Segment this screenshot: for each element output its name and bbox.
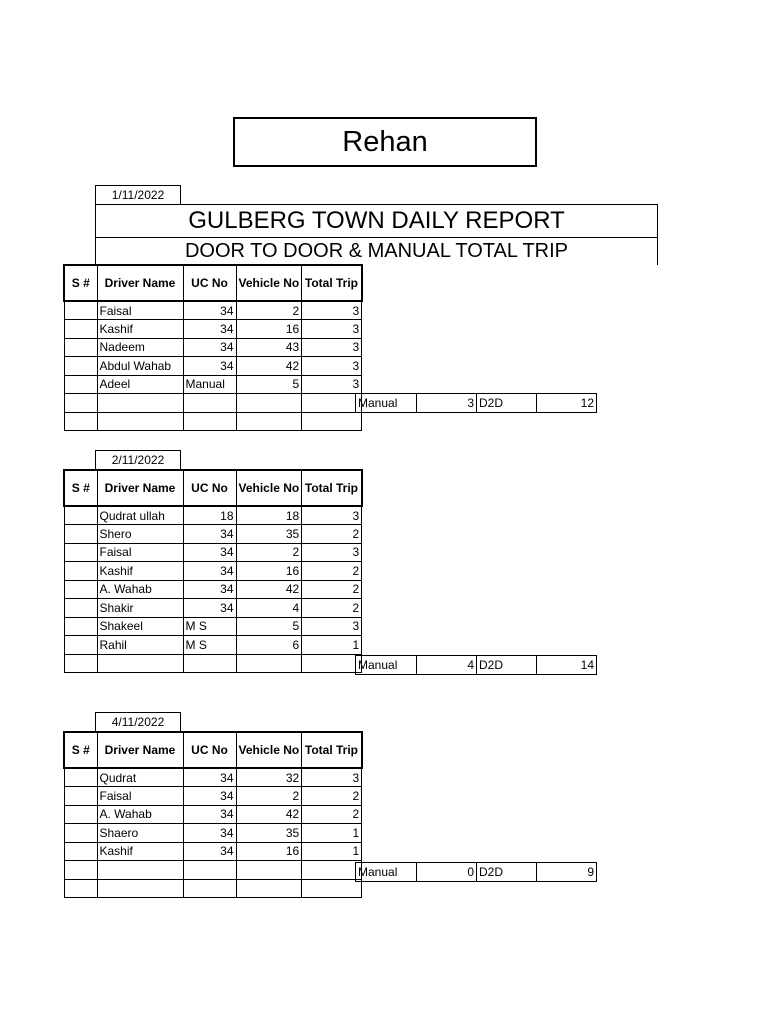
cell-sno xyxy=(64,805,97,824)
cell-driver-name: Qudrat ullah xyxy=(97,506,183,525)
col-header-total-trip: Total Trip xyxy=(302,265,362,301)
manual-value: 3 xyxy=(417,394,477,413)
cell-driver-name: Kashif xyxy=(97,562,183,581)
cell-driver-name: Faisal xyxy=(97,301,183,320)
table-row xyxy=(64,636,362,655)
cell-vehicle-no: 32 xyxy=(236,768,302,787)
cell-driver-name: Qudrat xyxy=(97,768,183,787)
table-row-empty xyxy=(64,861,362,880)
summary-row xyxy=(356,863,597,882)
cell-uc-no: M S xyxy=(183,636,236,655)
empty-cell xyxy=(236,861,302,880)
table-row xyxy=(64,842,362,861)
cell-vehicle-no: 42 xyxy=(236,580,302,599)
cell-sno xyxy=(64,580,97,599)
cell-sno xyxy=(64,617,97,636)
cell-total-trip: 3 xyxy=(302,338,362,357)
d2d-label: D2D xyxy=(477,394,537,413)
summary-row xyxy=(356,394,597,413)
report-name: Rehan xyxy=(233,117,537,167)
col-header-vehicle-no: Vehicle No xyxy=(236,470,302,506)
d2d-value: 9 xyxy=(537,863,597,882)
summary-row xyxy=(356,656,597,675)
empty-cell xyxy=(302,861,362,880)
trip-table xyxy=(63,264,363,431)
cell-total-trip: 3 xyxy=(302,543,362,562)
col-header-total-trip: Total Trip xyxy=(302,732,362,768)
cell-driver-name: Kashif xyxy=(97,320,183,339)
cell-driver-name: Adeel xyxy=(97,375,183,394)
cell-total-trip: 1 xyxy=(302,824,362,843)
trip-table xyxy=(63,731,363,898)
empty-cell xyxy=(97,861,183,880)
table-row xyxy=(64,768,362,787)
trip-summary xyxy=(355,655,597,675)
cell-uc-no: 34 xyxy=(183,525,236,544)
cell-vehicle-no: 5 xyxy=(236,375,302,394)
cell-uc-no: Manual xyxy=(183,375,236,394)
cell-total-trip: 3 xyxy=(302,320,362,339)
cell-uc-no: 34 xyxy=(183,768,236,787)
empty-cell xyxy=(183,412,236,431)
col-header-uc-no: UC No xyxy=(183,732,236,768)
cell-vehicle-no: 2 xyxy=(236,301,302,320)
col-header-vehicle-no: Vehicle No xyxy=(236,732,302,768)
empty-cell xyxy=(183,394,236,413)
empty-cell xyxy=(236,654,302,673)
empty-cell xyxy=(64,861,97,880)
table-row xyxy=(64,617,362,636)
table-row xyxy=(64,506,362,525)
cell-total-trip: 1 xyxy=(302,636,362,655)
table-row xyxy=(64,320,362,339)
col-header-driver-name: Driver Name xyxy=(97,732,183,768)
empty-cell xyxy=(302,394,362,413)
cell-driver-name: Shero xyxy=(97,525,183,544)
header-row xyxy=(64,265,362,301)
manual-label: Manual xyxy=(356,394,417,413)
cell-uc-no: 34 xyxy=(183,562,236,581)
col-header-sno: S # xyxy=(64,265,97,301)
cell-sno xyxy=(64,824,97,843)
cell-uc-no: 18 xyxy=(183,506,236,525)
cell-uc-no: 34 xyxy=(183,580,236,599)
cell-vehicle-no: 4 xyxy=(236,599,302,618)
cell-uc-no: 34 xyxy=(183,301,236,320)
empty-cell xyxy=(183,861,236,880)
cell-total-trip: 2 xyxy=(302,805,362,824)
cell-driver-name: Faisal xyxy=(97,787,183,806)
table-row-empty xyxy=(64,412,362,431)
table-row xyxy=(64,805,362,824)
cell-uc-no: 34 xyxy=(183,320,236,339)
cell-total-trip: 3 xyxy=(302,301,362,320)
empty-cell xyxy=(183,879,236,898)
cell-driver-name: Rahil xyxy=(97,636,183,655)
cell-total-trip: 3 xyxy=(302,617,362,636)
cell-total-trip: 3 xyxy=(302,357,362,376)
report-title: GULBERG TOWN DAILY REPORT xyxy=(95,204,658,238)
table-row-empty xyxy=(64,879,362,898)
cell-sno xyxy=(64,842,97,861)
cell-total-trip: 1 xyxy=(302,842,362,861)
cell-uc-no: M S xyxy=(183,617,236,636)
manual-label: Manual xyxy=(356,656,417,675)
cell-total-trip: 3 xyxy=(302,375,362,394)
cell-sno xyxy=(64,636,97,655)
empty-cell xyxy=(97,412,183,431)
d2d-label: D2D xyxy=(477,863,537,882)
cell-driver-name: Shakir xyxy=(97,599,183,618)
cell-vehicle-no: 18 xyxy=(236,506,302,525)
cell-sno xyxy=(64,543,97,562)
empty-cell xyxy=(302,879,362,898)
empty-cell xyxy=(64,654,97,673)
cell-sno xyxy=(64,506,97,525)
trip-table xyxy=(63,469,363,673)
table-row xyxy=(64,301,362,320)
section-date: 2/11/2022 xyxy=(95,450,181,469)
d2d-label: D2D xyxy=(477,656,537,675)
cell-sno xyxy=(64,320,97,339)
cell-vehicle-no: 42 xyxy=(236,805,302,824)
header-row xyxy=(64,470,362,506)
empty-cell xyxy=(97,654,183,673)
section-date: 4/11/2022 xyxy=(95,712,181,731)
table-row xyxy=(64,357,362,376)
cell-vehicle-no: 35 xyxy=(236,824,302,843)
empty-cell xyxy=(97,394,183,413)
cell-driver-name: Shakeel xyxy=(97,617,183,636)
cell-sno xyxy=(64,768,97,787)
cell-driver-name: A. Wahab xyxy=(97,580,183,599)
cell-vehicle-no: 2 xyxy=(236,543,302,562)
cell-uc-no: 34 xyxy=(183,543,236,562)
empty-cell xyxy=(64,879,97,898)
empty-cell xyxy=(64,412,97,431)
cell-uc-no: 34 xyxy=(183,787,236,806)
empty-cell xyxy=(183,654,236,673)
cell-uc-no: 34 xyxy=(183,357,236,376)
cell-sno xyxy=(64,375,97,394)
cell-total-trip: 3 xyxy=(302,506,362,525)
cell-total-trip: 3 xyxy=(302,768,362,787)
cell-sno xyxy=(64,525,97,544)
empty-cell xyxy=(97,879,183,898)
cell-driver-name: Kashif xyxy=(97,842,183,861)
cell-driver-name: Faisal xyxy=(97,543,183,562)
cell-sno xyxy=(64,599,97,618)
d2d-value: 12 xyxy=(537,394,597,413)
cell-total-trip: 2 xyxy=(302,580,362,599)
col-header-driver-name: Driver Name xyxy=(97,265,183,301)
table-row xyxy=(64,599,362,618)
col-header-driver-name: Driver Name xyxy=(97,470,183,506)
empty-cell xyxy=(302,412,362,431)
col-header-sno: S # xyxy=(64,732,97,768)
cell-vehicle-no: 35 xyxy=(236,525,302,544)
cell-sno xyxy=(64,357,97,376)
manual-value: 0 xyxy=(417,863,477,882)
col-header-total-trip: Total Trip xyxy=(302,470,362,506)
cell-driver-name: Abdul Wahab xyxy=(97,357,183,376)
cell-driver-name: A. Wahab xyxy=(97,805,183,824)
empty-cell xyxy=(236,394,302,413)
cell-sno xyxy=(64,301,97,320)
table-row xyxy=(64,562,362,581)
trip-summary xyxy=(355,393,597,413)
cell-sno xyxy=(64,338,97,357)
cell-uc-no: 34 xyxy=(183,805,236,824)
cell-sno xyxy=(64,562,97,581)
table-row xyxy=(64,824,362,843)
cell-total-trip: 2 xyxy=(302,525,362,544)
cell-sno xyxy=(64,787,97,806)
cell-total-trip: 2 xyxy=(302,562,362,581)
table-row xyxy=(64,338,362,357)
cell-total-trip: 2 xyxy=(302,787,362,806)
table-row xyxy=(64,525,362,544)
d2d-value: 14 xyxy=(537,656,597,675)
report-subtitle: DOOR TO DOOR & MANUAL TOTAL TRIP xyxy=(95,237,658,265)
cell-driver-name: Shaero xyxy=(97,824,183,843)
cell-vehicle-no: 6 xyxy=(236,636,302,655)
cell-uc-no: 34 xyxy=(183,338,236,357)
cell-vehicle-no: 16 xyxy=(236,562,302,581)
cell-driver-name: Nadeem xyxy=(97,338,183,357)
cell-vehicle-no: 43 xyxy=(236,338,302,357)
header-row xyxy=(64,732,362,768)
cell-vehicle-no: 42 xyxy=(236,357,302,376)
table-row-empty xyxy=(64,654,362,673)
section-date: 1/11/2022 xyxy=(95,185,181,204)
manual-value: 4 xyxy=(417,656,477,675)
table-row xyxy=(64,580,362,599)
empty-cell xyxy=(236,879,302,898)
table-row xyxy=(64,543,362,562)
cell-vehicle-no: 16 xyxy=(236,320,302,339)
cell-vehicle-no: 2 xyxy=(236,787,302,806)
col-header-uc-no: UC No xyxy=(183,470,236,506)
col-header-sno: S # xyxy=(64,470,97,506)
cell-total-trip: 2 xyxy=(302,599,362,618)
cell-vehicle-no: 5 xyxy=(236,617,302,636)
manual-label: Manual xyxy=(356,863,417,882)
cell-vehicle-no: 16 xyxy=(236,842,302,861)
empty-cell xyxy=(236,412,302,431)
cell-uc-no: 34 xyxy=(183,842,236,861)
empty-cell xyxy=(302,654,362,673)
col-header-uc-no: UC No xyxy=(183,265,236,301)
table-row xyxy=(64,787,362,806)
cell-uc-no: 34 xyxy=(183,824,236,843)
cell-uc-no: 34 xyxy=(183,599,236,618)
table-row xyxy=(64,375,362,394)
table-row-empty xyxy=(64,394,362,413)
col-header-vehicle-no: Vehicle No xyxy=(236,265,302,301)
empty-cell xyxy=(64,394,97,413)
trip-summary xyxy=(355,862,597,882)
